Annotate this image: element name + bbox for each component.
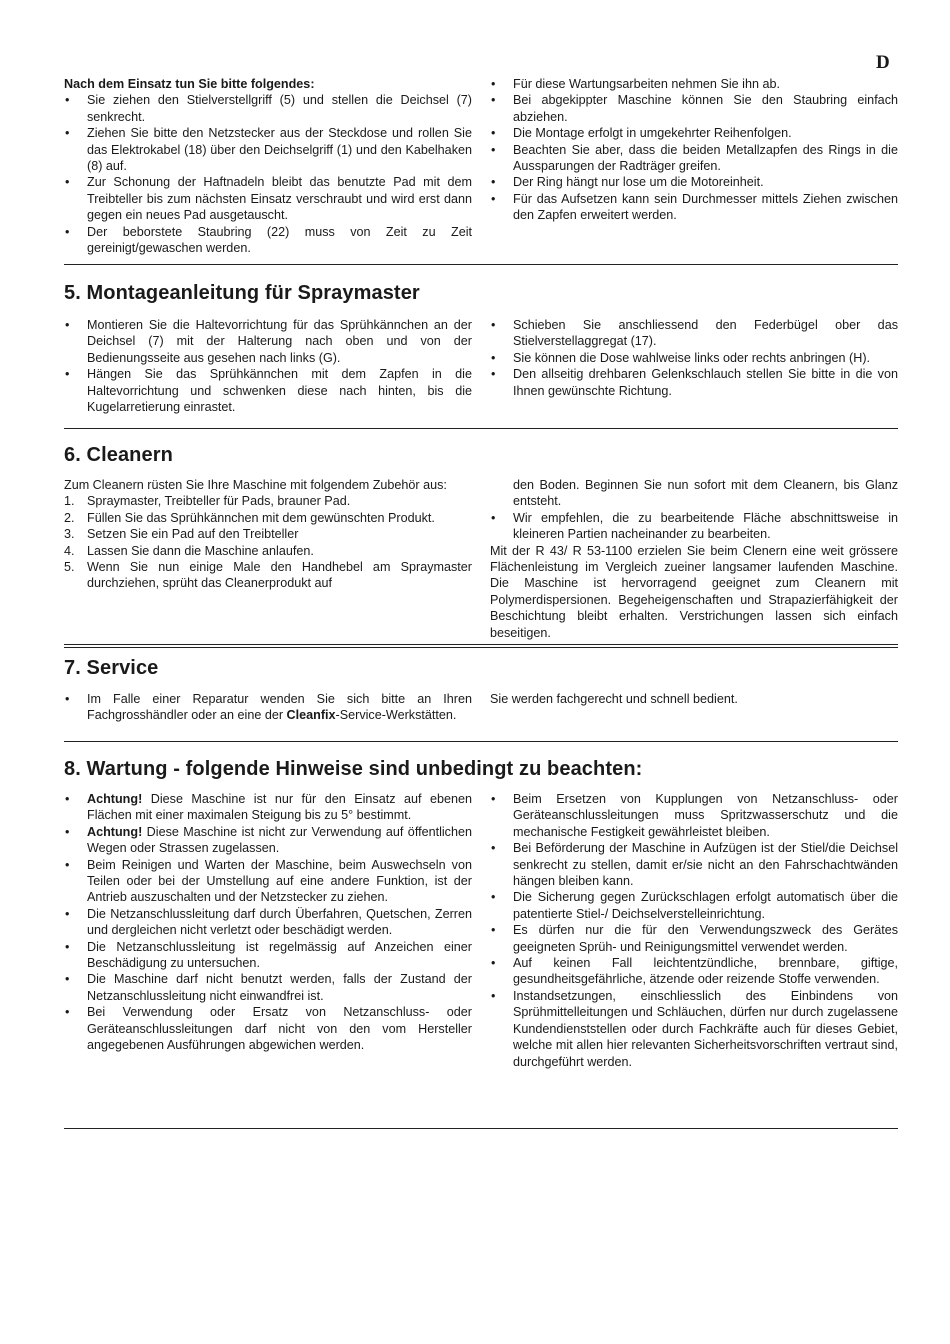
top-heading: Nach dem Einsatz tun Sie bitte folgendes: [64,77,315,91]
section-6-steps [64,493,472,591]
step-5-continuation: den Boden. Beginnen Sie nun sofort mit dem Cleanern, bis Glanz entsteht. [513,478,898,509]
top-right-list [490,76,898,224]
section-6-right-column [490,477,898,641]
list-item: • Der beborstete Staubring (22) muss von Zeit zu Zeit gereinigt/gewaschen werden. [64,224,472,257]
section-divider [64,647,898,648]
section-7-body [64,691,898,724]
section-5-left-column [64,317,472,415]
list-item: • Hängen Sie das Sprühkännchen mit dem Zapfen in die Haltevorrichtung und schwenken diese nach hinten, bis die Kugelarretierung einrastet. [64,366,472,415]
list-item: 2. Füllen Sie das Sprühkännchen mit dem gewünschten Produkt. [64,510,435,525]
list-item: • Schieben Sie anschliessend den Federbügel ober das Stielverstellaggregat (17). [490,317,898,350]
brand-name: Cleanfix [286,708,336,723]
page-language-letter: D [876,52,890,73]
top-section [64,76,898,256]
section-8-right-column [490,791,898,1070]
section-6-paragraph: Mit der R 43/ R 53-1100 erzielen Sie beim Clenern eine weit grössere Flächenleistung im Vergleich zueiner langsamer laufenden Maschine. Die Maschine ist hervorragend geeignet zum Cleanern mit Polymerdispersionen. Begeheigenschaften und Strapazierfähigkeit der Beschichtung bleibt erhalten. Verstrichungen lassen sich einfach beseitigen. [490,543,898,640]
section-5-title: 5. Montageanleitung für Spraymaster [64,282,420,304]
list-item: • Instandsetzungen, einschliesslich des Einbindens von Sprühmittelleitungen und Schläuchen, dürfen nur durch zugelassene Kundendienststellen oder durch Fachkräfte auch für dieses Gebiet, welche mit allen hier relevanten Sicherheitsvorschriften vertraut sind, durchgeführt werden. [490,988,898,1070]
section-8-body [64,791,898,1070]
list-item: • Es dürfen nur die für den Verwendungszweck des Gerätes geeigneten Sprüh- und Reinigungsmittel verwendet werden. [490,922,898,955]
section-divider [64,1128,898,1129]
list-item: • Achtung! Diese Maschine ist nur für den Einsatz auf ebenen Flächen mit einer maximalen Steigung bis zu 5° bestimmt. [64,791,472,824]
section-7-right-column [490,691,898,724]
section-divider [64,264,898,265]
section-6-intro: Zum Cleanern rüsten Sie Ihre Maschine mit folgendem Zubehör aus: [64,478,447,492]
list-item: • Die Montage erfolgt in umgekehrter Reihenfolgen. [490,125,898,141]
attention-label: Achtung! [87,792,143,806]
section-6-title: 6. Cleanern [64,444,173,466]
list-item: • Beachten Sie aber, dass die beiden Metallzapfen des Rings in die Aussparungen der Radträger greifen. [490,142,898,175]
list-item: • Sie ziehen den Stielverstellgriff (5) und stellen die Deichsel (7) senkrecht. [64,92,472,125]
section-7-right-text: Sie werden fachgerecht und schnell bedient. [490,692,738,706]
list-item: • Achtung! Diese Maschine ist nicht zur Verwendung auf öffentlichen Wegen oder Strassen zugelassen. [64,824,472,857]
list-item: 3. Setzen Sie ein Pad auf den Treibteller [64,527,299,542]
section-divider [64,741,898,742]
list-item: • Für diese Wartungsarbeiten nehmen Sie ihn ab. [490,76,898,92]
section-6-left-column [64,477,472,641]
section-6-body [64,477,898,641]
section-7-title: 7. Service [64,657,159,679]
top-left-list [64,92,472,256]
list-item: • Bei Beförderung der Maschine in Aufzügen ist der Stiel/die Deichsel senkrecht zu stellen, damit er/sie nicht an den Fahrschachtwänden hängen bleiben kann. [490,840,898,889]
list-item: • Die Sicherung gegen Zurückschlagen erfolgt automatisch über die patentierte Stiel-/ Deichselverstelleinrichtung. [490,889,898,922]
section-8-left-column [64,791,472,1070]
attention-label: Achtung! [87,824,143,839]
list-item: • Die Maschine darf nicht benutzt werden, falls der Zustand der Netzanschlussleitung nicht einwandfrei ist. [64,971,472,1004]
list-item: • Für das Aufsetzen kann sein Durchmesser mittels Ziehen zwischen den Zapfen erweitert werden. [490,191,898,224]
list-item: • Wir empfehlen, die zu bearbeitende Fläche abschnittsweise in kleineren Partien nacheinander zu bearbeiten. [490,510,898,543]
section-divider [64,428,898,429]
list-item: 5. Wenn Sie nun einige Male den Handhebel am Spraymaster durchziehen, sprüht das Cleanerprodukt auf [64,560,472,591]
list-item: • Ziehen Sie bitte den Netzstecker aus der Steckdose und rollen Sie das Elektrokabel (18) über den Deichselgriff (1) und den Kabelhaken (8) auf. [64,125,472,174]
list-item: • Den allseitig drehbaren Gelenkschlauch stellen Sie bitte in die von Ihnen gewünschte Richtung. [490,366,898,399]
list-item: • Beim Reinigen und Warten der Maschine, beim Auswechseln von Teilen oder bei der Umstellung auf eine andere Funktion, ist der Antrieb auszuschalten und der Netzstecker zu ziehen. [64,857,472,906]
list-item: • Montieren Sie die Haltevorrichtung für das Sprühkännchen an der Deichsel (7) mit der Halterung nach oben und von der Bedienungsseite aus gesehen nach links (G). [64,317,472,366]
list-item: • Im Falle einer Reparatur wenden Sie sich bitte an Ihren Fachgrosshändler oder an eine der Cleanfix-Service-Werkstätten. [64,691,472,724]
list-item: • Die Netzanschlussleitung ist regelmässig auf Anzeichen einer Beschädigung zu untersuchen. [64,939,472,972]
list-item: 1. Spraymaster, Treibteller für Pads, brauner Pad. [64,494,351,509]
list-item: • Auf keinen Fall leichtentzündliche, brennbare, giftige, gesundheitsgefährliche, ätzende oder reizende Stoffe verwenden. [490,955,898,988]
top-left-column [64,76,472,256]
top-right-column [490,76,898,256]
list-item: • Die Netzanschlussleitung darf durch Überfahren, Quetschen, Zerren und dergleichen nicht verletzt oder beschädigt werden. [64,906,472,939]
list-item: 4. Lassen Sie dann die Maschine anlaufen. [64,543,314,558]
list-item: • Bei Verwendung oder Ersatz von Netzanschluss- oder Geräteanschlussleitungen darf nicht von den vom Hersteller angegebenen Ausführungen abgewichen werden. [64,1004,472,1053]
section-7-left-column [64,691,472,724]
section-divider [64,644,898,645]
list-item: • Beim Ersetzen von Kupplungen von Netzanschluss- oder Geräteanschlussleitungen muss Spritzwasserschutz und die mechanische Festigkeit gewährleistet bleiben. [490,791,898,840]
list-item: • Bei abgekippter Maschine können Sie den Staubring einfach abziehen. [490,92,898,125]
section-5-right-column [490,317,898,415]
section-5-body [64,317,898,415]
list-item: • Zur Schonung der Haftnadeln bleibt das benutzte Pad mit dem Treibteller bis zum nächsten Einsatz verschraubt und wird erst dann gegen ein neues Pad ausgetauscht. [64,174,472,223]
list-item: • Der Ring hängt nur lose um die Motoreinheit. [490,174,898,190]
section-8-title: 8. Wartung - folgende Hinweise sind unbedingt zu beachten: [64,758,643,780]
list-item: • Sie können die Dose wahlweise links oder rechts anbringen (H). [490,350,898,366]
